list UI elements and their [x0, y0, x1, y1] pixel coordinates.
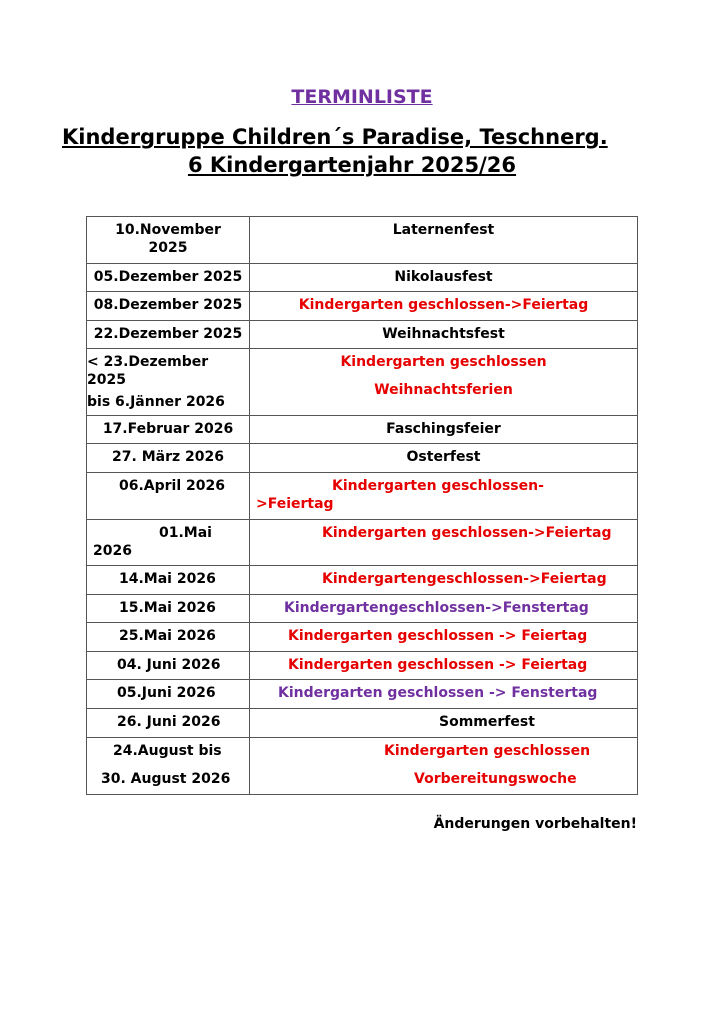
table-row	[87, 709, 638, 738]
date-cell	[87, 264, 250, 292]
table-row	[87, 623, 638, 652]
event-line: Kindergartengeschlossen->Fenstertag	[284, 600, 589, 616]
event-cell	[250, 652, 638, 680]
date-cell	[87, 680, 250, 709]
disclaimer-note: Änderungen vorbehalten!	[433, 816, 637, 832]
table-row	[87, 264, 638, 292]
date-line: 05.Dezember 2025	[93, 269, 243, 285]
date-line: 15.Mai 2026	[119, 600, 216, 616]
date-line: 2025	[148, 240, 188, 256]
event-cell	[250, 321, 638, 349]
event-line: Kindergarten geschlossen -> Fenstertag	[278, 685, 598, 701]
date-cell	[87, 349, 250, 416]
date-cell	[87, 738, 250, 795]
event-line: Weihnachtsferien	[374, 382, 513, 398]
event-cell	[250, 444, 638, 473]
date-cell	[87, 652, 250, 680]
event-cell	[250, 416, 638, 444]
date-line: 30. August 2026	[101, 771, 231, 787]
event-cell	[250, 473, 638, 520]
date-cell	[87, 321, 250, 349]
event-cell	[250, 520, 638, 566]
table-row	[87, 738, 638, 795]
date-line: 26. Juni 2026	[117, 714, 221, 730]
date-line: 10.November	[115, 222, 221, 238]
event-line: Sommerfest	[439, 714, 535, 730]
date-cell	[87, 566, 250, 595]
event-line: Kindergarten geschlossen -> Feiertag	[288, 657, 588, 673]
event-line: Laternenfest	[392, 222, 495, 238]
subtitle-line-2: 6 Kindergartenjahr 2025/26	[187, 153, 517, 177]
table-row	[87, 680, 638, 709]
date-line: 22.Dezember 2025	[93, 326, 243, 342]
date-cell	[87, 520, 250, 566]
page-title: TERMINLISTE	[291, 86, 433, 108]
event-cell	[250, 566, 638, 595]
table-row	[87, 217, 638, 264]
table-row	[87, 595, 638, 623]
event-cell	[250, 292, 638, 321]
event-line: Kindergarten geschlossen	[340, 354, 547, 370]
date-cell	[87, 444, 250, 473]
subtitle-line-1: Kindergruppe Children´s Paradise, Teschnerg.	[62, 125, 608, 149]
event-line: Osterfest	[406, 449, 481, 465]
date-cell	[87, 217, 250, 264]
date-line: 24.August bis	[113, 743, 222, 759]
date-cell	[87, 416, 250, 444]
date-line: 27. März 2026	[112, 449, 224, 465]
event-line: Kindergarten geschlossen -> Feiertag	[288, 628, 588, 644]
table-row	[87, 652, 638, 680]
table-row	[87, 349, 638, 416]
table-row	[87, 444, 638, 473]
date-line: 25.Mai 2026	[119, 628, 216, 644]
date-line: 06.April 2026	[119, 478, 225, 494]
date-line: 04. Juni 2026	[117, 657, 221, 673]
page-subtitle	[62, 123, 642, 179]
table-row	[87, 416, 638, 444]
date-cell	[87, 623, 250, 652]
event-line: Kindergarten geschlossen->Feiertag	[298, 297, 589, 313]
date-line: 05.Juni 2026	[117, 685, 216, 701]
date-line: 17.Februar 2026	[102, 421, 234, 437]
table-row	[87, 566, 638, 595]
event-cell	[250, 349, 638, 416]
date-line: < 23.Dezember 2025	[87, 354, 209, 388]
event-cell	[250, 217, 638, 264]
date-line: bis 6.Jänner 2026	[87, 394, 225, 410]
event-cell	[250, 595, 638, 623]
date-line: 14.Mai 2026	[119, 571, 216, 587]
date-line: 08.Dezember 2025	[93, 297, 243, 313]
event-line: Vorbereitungswoche	[414, 771, 577, 787]
table-row	[87, 321, 638, 349]
event-line: Weihnachtsfest	[382, 326, 505, 342]
event-cell	[250, 680, 638, 709]
schedule-table	[86, 216, 638, 795]
event-line: Nikolausfest	[394, 269, 493, 285]
table-row	[87, 292, 638, 321]
date-cell	[87, 595, 250, 623]
event-cell	[250, 623, 638, 652]
event-line: Kindergarten geschlossen-	[332, 478, 544, 494]
event-line: >Feiertag	[256, 496, 334, 512]
table-row	[87, 520, 638, 566]
event-line: Kindergartengeschlossen->Feiertag	[322, 571, 607, 587]
event-line: Faschingsfeier	[386, 421, 501, 437]
date-cell	[87, 292, 250, 321]
event-line: Kindergarten geschlossen->Feiertag	[322, 525, 612, 541]
date-cell	[87, 473, 250, 520]
event-cell	[250, 264, 638, 292]
event-cell	[250, 709, 638, 738]
date-cell	[87, 709, 250, 738]
date-line: 2026	[93, 543, 132, 559]
event-line: Kindergarten geschlossen	[384, 743, 591, 759]
event-cell	[250, 738, 638, 795]
date-line: 01.Mai	[159, 525, 212, 541]
table-row	[87, 473, 638, 520]
